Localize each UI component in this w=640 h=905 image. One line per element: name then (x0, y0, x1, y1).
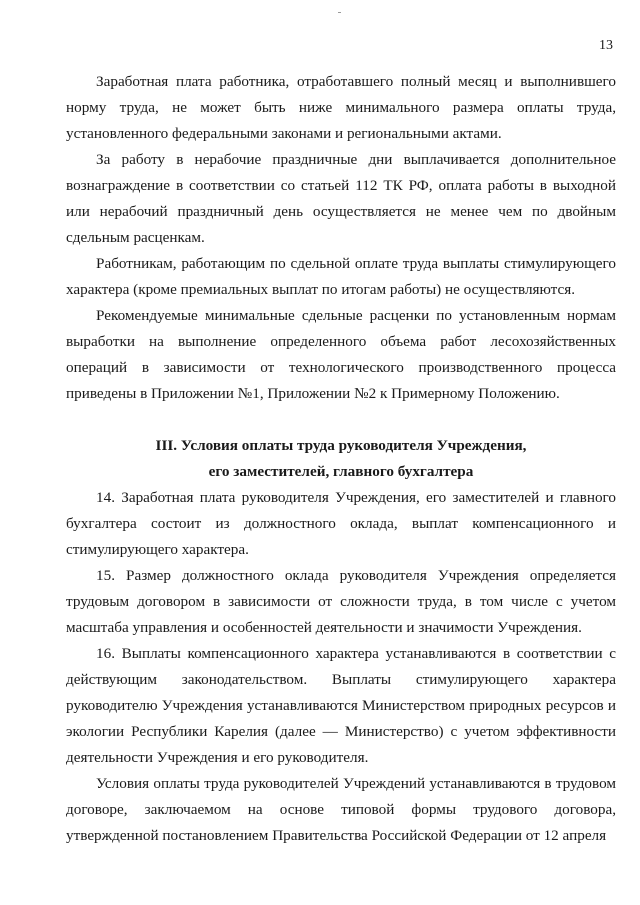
section-heading (66, 433, 616, 485)
section-heading-line-1: III. Условия оплаты труда руководителя Учреждения, (155, 437, 527, 454)
page-number: 13 (599, 38, 613, 53)
section-heading-line-2: его заместителей, главного бухгалтера (208, 463, 474, 480)
paragraph-piecework-incentives: Работникам, работающим по сдельной оплате труда выплаты стимулирующего характера (кроме премиальных выплат по итогам работы) не осуществляются. (66, 255, 616, 298)
paragraph-contract-terms: Условия оплаты труда руководителей Учреждений устанавливаются в трудовом договоре, заключаемом на основе типовой формы трудового договора, утвержденной постановлением Правительства Российской Федерации от 12 апреля (66, 775, 616, 844)
paragraph-item-14: 14. Заработная плата руководителя Учреждения, его заместителей и главного бухгалтера состоит из должностного оклада, выплат компенсационного и стимулирующего характера. (66, 489, 616, 558)
scan-speck (338, 12, 341, 13)
paragraph-item-16: 16. Выплаты компенсационного характера устанавливаются в соответствии с действующим законодательством. Выплаты стимулирующего характера руководителю Учреждения устанавливаются Министерством природных ресурсов и экологии Республики Карелия (далее — Министерство) с учетом эффективности деятельности Учреждения и его руководителя. (66, 645, 616, 766)
paragraph-item-15: 15. Размер должностного оклада руководителя Учреждения определяется трудовым договором в зависимости от сложности труда, в том числе с учетом масштаба управления и особенностей деятельности и значимости Учреждения. (66, 567, 616, 636)
paragraph-minimum-wage: Заработная плата работника, отработавшего полный месяц и выполнившего норму труда, не может быть ниже минимального размера оплаты труда, установленного федеральными законами и региональными актами. (66, 73, 616, 142)
paragraph-holiday-pay: За работу в нерабочие праздничные дни выплачивается дополнительное вознаграждение в соответствии со статьей 112 ТК РФ, оплата работы в выходной или нерабочий праздничный день осуществляется не менее чем по двойным сдельным расценкам. (66, 151, 616, 246)
paragraph-recommended-rates: Рекомендуемые минимальные сдельные расценки по установленным нормам выработки на выполнение определенного объема работ лесохозяйственных операций в зависимости от технологического производственного процесса приведены в Приложении №1, Приложении №2 к Примерному Положению. (66, 307, 616, 402)
document-body (66, 69, 616, 849)
